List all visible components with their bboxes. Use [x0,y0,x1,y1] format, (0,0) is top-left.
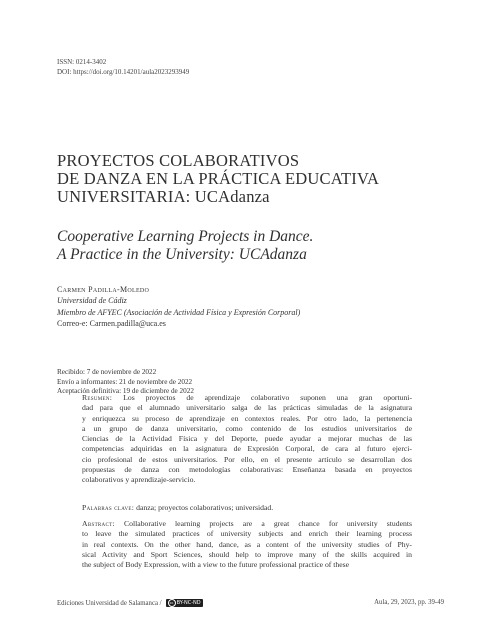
license-badge-text: BY-NC-ND [176,600,201,606]
abstract-line: in real contexts. On the other hand, dance, as a content of the university studies of Phy- [82,539,412,549]
title-spanish-line-1: PROYECTOS COLABORATIVOS [57,151,300,170]
title-spanish-line-2: DE DANZA EN LA PRÁCTICA EDUCATIVA [57,169,380,188]
title-english-line-1: Cooperative Learning Projects in Dance. [57,228,314,245]
cc-circle-icon: cc [168,599,176,607]
doi-link[interactable]: DOI: https://doi.org/10.14201/aula2023293949 [57,68,190,76]
footer-publisher [57,599,203,607]
keywords-label: Palabras clave: [82,503,135,512]
abstract-line: dad para que el alumnado universitario salga de las prácticas simuladas de la asignatura [82,403,412,413]
footer-citation: Aula, 29, 2023, pp. 39-49 [374,599,444,606]
date-sent: Envío a informantes: 21 de noviembre de 2022 [57,377,193,386]
title-english-line-2: A Practice in the University: UCAdanza [57,245,307,263]
abstract-line: propuestas de danza con metodologías colaborativas: Enseñanza basada en proyectos [82,465,412,475]
abstract-line: a un grupo de danza universitario, como contenido de los estudios universitarios de [82,423,412,433]
abstract-line: competencias adquiridas en la asignatura de Expresión Corporal, de cara al futuro ejerci- [82,444,412,454]
author-affiliation: Universidad de Cádiz [57,296,127,306]
keywords-line [82,503,412,513]
keywords-text: danza; proyectos colaborativos; universidad. [136,503,274,512]
date-received: Recibido: 7 de noviembre de 2022 [57,368,157,376]
abstract-line: sical Activity and Sport Sciences, should help to improve many of the skills acquired in [82,549,412,559]
author-membership: Miembro de AFYEC (Asociación de Actividad Física y Expresión Corporal) [57,307,301,317]
publisher-name: Ediciones Universidad de Salamanca / [57,599,162,607]
abstract-line: Ciencias de la Actividad Física y del Deporte, puede ayudar a mejorar muchas de las [82,434,412,444]
abstract-label: Resumen: [82,393,113,402]
abstract-english [82,519,412,587]
issn: ISSN: 0214-3402 [57,58,107,66]
keywords-spanish [82,503,412,513]
title-english [57,228,437,263]
abstract-line: cio profesional de estos universitarios. Por ello, en el presente artículo se desarrollan dos [82,454,412,464]
title-spanish [57,152,437,206]
abstract-text: Collaborative learning projects are a great chance for university students [124,519,412,528]
author-block [57,284,300,329]
abstract-label: Abstract: [82,519,115,528]
author-email[interactable]: Correo-e: Carmen.padilla@uca.es [57,318,166,328]
article-meta [57,57,189,77]
abstract-line: the subject of Body Expression, with a view to the future professional practice of these [82,560,350,570]
author-name: Carmen Padilla-Moledo [57,285,150,294]
abstract-line [82,393,412,403]
abstract-line: to leave the simulated practices of university subjects and enrich their learning process [82,529,412,539]
abstract-line [82,519,412,529]
abstract-text: Los proyectos de aprendizaje colaborativo suponen una gran oportuni- [123,393,413,402]
date-accepted: Aceptación definitiva: 19 de diciembre de 2022 [57,387,194,396]
abstract-spanish [82,393,412,486]
cc-license-icon[interactable] [166,599,203,607]
abstract-line: colaborativos y aprendizaje-servicio. [82,475,196,485]
title-spanish-line-3: UNIVERSITARIA: UCAdanza [57,187,270,206]
abstract-line: y enriquezca su proceso de aprendizaje en contextos reales. Por otro lado, la pertenencia [82,413,412,423]
